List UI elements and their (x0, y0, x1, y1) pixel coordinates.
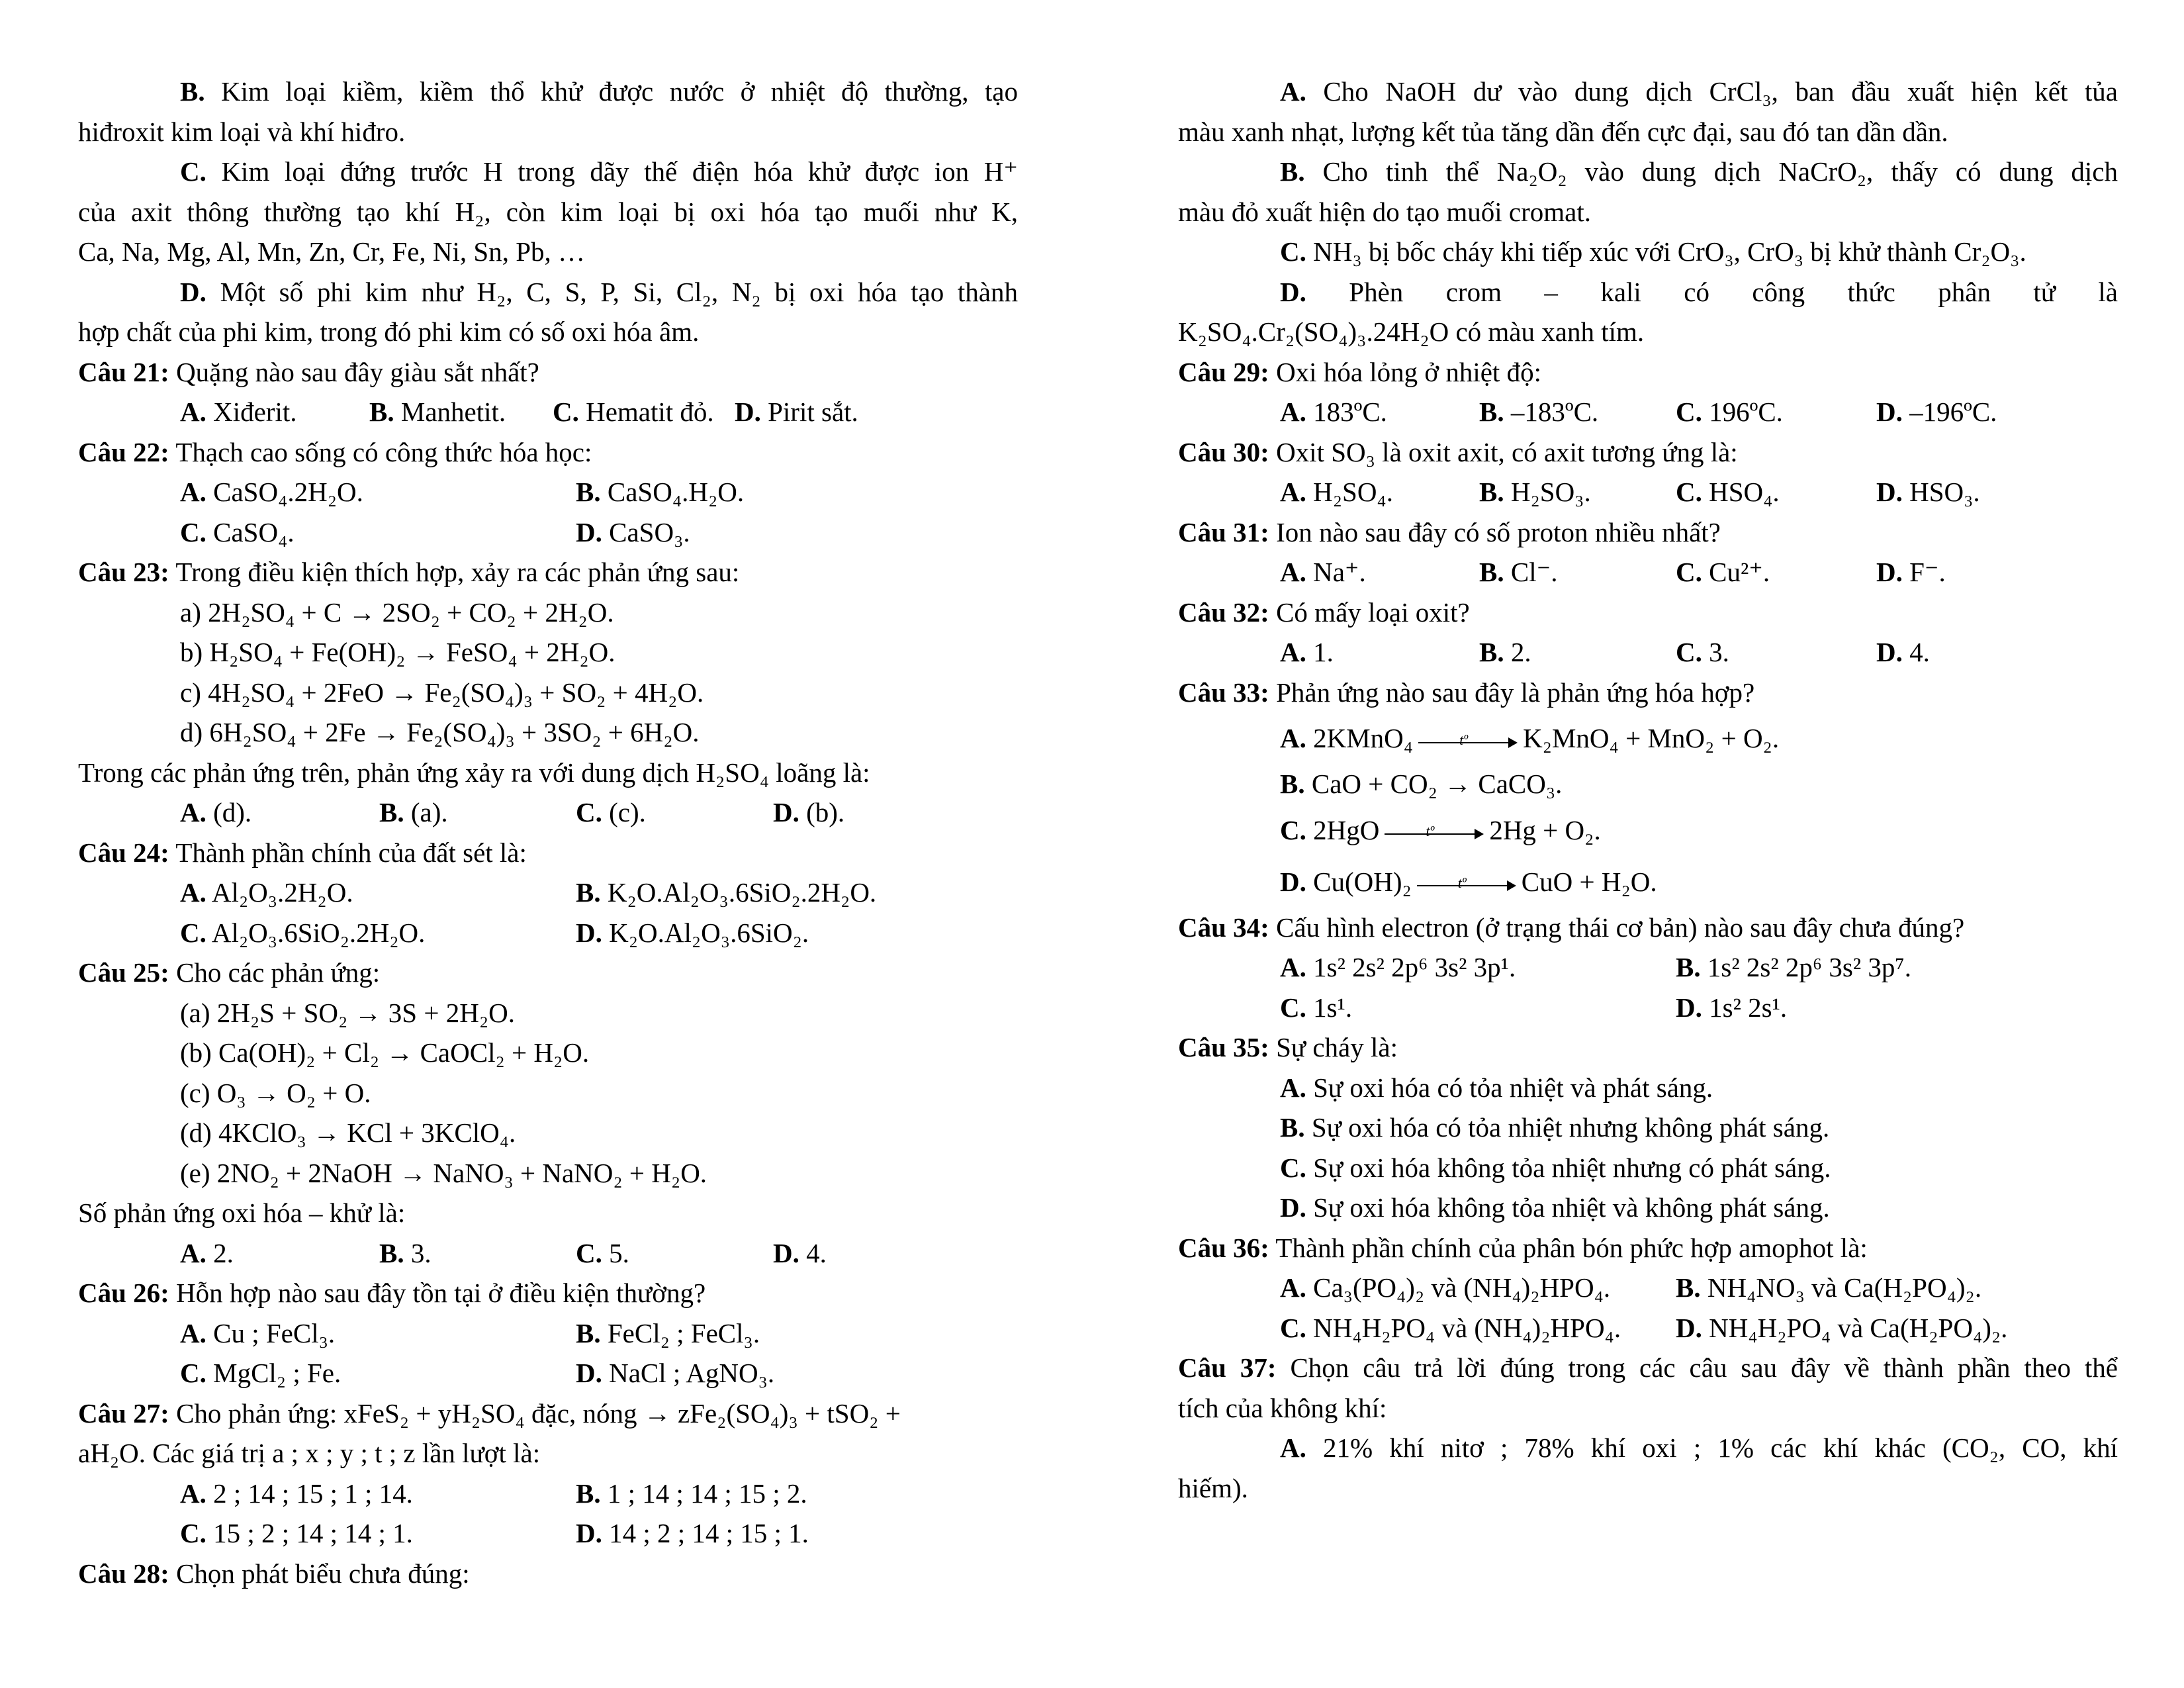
option-d: D. –196ºC. (1876, 397, 1997, 427)
option-a: A. 21% khí nitơ ; 78% khí oxi ; 1% các khí khác (CO₂, CO, khí (1280, 1432, 2118, 1463)
question-31: Câu 31: Ion nào sau đây có số proton nhiều nhất? (1178, 516, 1721, 547)
text-line: B. Cho tinh thể Na₂O₂ vào dung dịch NaCrO₂, thấy có dung dịch (1280, 156, 2118, 187)
options-row (1178, 392, 2118, 432)
option-b: B. 3. (379, 1237, 432, 1268)
option-d: D. HSO₃. (1876, 477, 1980, 507)
option-c: C. Al₂O₃.6SiO₂.2H₂O. (180, 917, 426, 948)
options-row (1178, 988, 2118, 1028)
option-b: B. 2. (1479, 637, 1531, 667)
question-32: Câu 32: Có mấy loại oxit? (1178, 596, 1470, 628)
option-c: C. 15 ; 2 ; 14 ; 14 ; 1. (180, 1518, 413, 1548)
option-b: B. –183ºC. (1479, 397, 1599, 427)
question-29: Câu 29: Oxi hóa lỏng ở nhiệt độ: (1178, 356, 1541, 387)
options-row (1178, 1308, 2118, 1348)
option-a: A. 2 ; 14 ; 15 ; 1 ; 14. (180, 1477, 413, 1509)
options-row (78, 472, 1018, 512)
options-row (1178, 552, 2118, 592)
options-row (1178, 947, 2118, 988)
heat-arrow-icon: tº (1385, 823, 1484, 843)
text-line: Ca, Na, Mg, Al, Mn, Zn, Cr, Fe, Ni, Sn, Pb, … (78, 236, 586, 267)
text-line: Trong các phản ứng trên, phản ứng xảy ra với dung dịch H₂SO₄ loãng là: (78, 757, 870, 788)
option-d: D. (b). (773, 797, 845, 827)
reaction-option-c: C. 2HgO tº 2Hg + O₂. (1280, 814, 1601, 845)
text-line: B. Kim loại kiềm, kiềm thổ khử được nước ở nhiệt độ thường, tạo (180, 76, 1018, 107)
option-c: C. (c). (576, 797, 646, 827)
options-row (78, 792, 1018, 833)
reaction-line: (c) O₃ → O₂ + O. (180, 1077, 371, 1108)
option-b: B. Manhetit. (369, 397, 506, 427)
option-d: D. 4. (1876, 637, 1930, 667)
option-c: C. MgCl₂ ; Fe. (180, 1358, 341, 1388)
option-c: C. 196ºC. (1676, 397, 1783, 427)
question-28: Câu 28: Chọn phát biểu chưa đúng: (78, 1558, 470, 1589)
reaction-line: d) 6H₂SO₄ + 2Fe → Fe₂(SO₄)₃ + 3SO₂ + 6H₂O. (180, 717, 700, 747)
option-d: D. Sự oxi hóa không tỏa nhiệt và không phát sáng. (1280, 1192, 1830, 1223)
option-b: B. NH₄NO₃ và Ca(H₂PO₄)₂. (1676, 1272, 1982, 1303)
option-b: B. FeCl₂ ; FeCl₃. (576, 1317, 760, 1348)
option-a: A. Xiđerit. (180, 397, 297, 427)
option-c: C. Sự oxi hóa không tỏa nhiệt nhưng có phát sáng. (1280, 1152, 1831, 1183)
text-line: Số phản ứng oxi hóa – khử là: (78, 1197, 406, 1228)
text-line: D. Phèn crom – kali có công thức phân tử là (1280, 276, 2118, 307)
option-d: D. 14 ; 2 ; 14 ; 15 ; 1. (576, 1518, 809, 1548)
question-30: Câu 30: Oxit SO₃ là oxit axit, có axit tương ứng là: (1178, 436, 1738, 467)
options-row (1178, 472, 2118, 512)
option-d: D. F⁻. (1876, 557, 1946, 587)
options-row (78, 392, 1018, 432)
reaction-line: a) 2H₂SO₄ + C → 2SO₂ + CO₂ + 2H₂O. (180, 596, 614, 628)
option-c: C. 5. (576, 1237, 629, 1268)
option-b: B. CaSO₄.H₂O. (576, 477, 745, 507)
options-row (78, 1474, 1018, 1514)
option-b: B. Cl⁻. (1479, 557, 1558, 587)
option-b: B. 1 ; 14 ; 14 ; 15 ; 2. (576, 1477, 807, 1509)
option-d: D. NaCl ; AgNO₃. (576, 1358, 775, 1388)
option-a: A. Cu ; FeCl₃. (180, 1317, 336, 1348)
option-a: A. 183ºC. (1280, 397, 1387, 427)
option-d: D. CaSO₃. (576, 516, 690, 547)
option-a: A. CaSO₄.2H₂O. (180, 477, 363, 507)
option-c: C. 1s¹. (1280, 992, 1353, 1023)
option-a: A. Na⁺. (1280, 557, 1366, 587)
options-row (1178, 632, 2118, 673)
option-d: D. K₂O.Al₂O₃.6SiO₂. (576, 917, 809, 948)
text-line: của axit thông thường tạo khí H₂, còn kim loại bị oxi hóa tạo muối như K, (78, 196, 1018, 227)
text-line: hiđroxit kim loại và khí hiđro. (78, 116, 406, 147)
reaction-line: (d) 4KClO₃ → KCl + 3KClO₄. (180, 1117, 516, 1148)
option-a: A. Sự oxi hóa có tỏa nhiệt và phát sáng. (1280, 1072, 1713, 1103)
option-d: D. NH₄H₂PO₄ và Ca(H₂PO₄)₂. (1676, 1312, 2008, 1343)
reaction-line: (b) Ca(OH)₂ + Cl₂ → CaOCl₂ + H₂O. (180, 1037, 590, 1068)
text-line: aH₂O. Các giá trị a ; x ; y ; t ; z lần lượt là: (78, 1438, 541, 1468)
heat-arrow-icon: tº (1417, 874, 1516, 894)
reaction-option-d: D. Cu(OH)₂ tº CuO + H₂O. (1280, 866, 1657, 897)
option-c: C. NH₄H₂PO₄ và (NH₄)₂HPO₄. (1280, 1312, 1621, 1343)
reaction-line: (e) 2NO₂ + 2NaOH → NaNO₃ + NaNO₂ + H₂O. (180, 1157, 707, 1188)
option-a: A. 2. (180, 1237, 234, 1268)
text-line: C. NH₃ bị bốc cháy khi tiếp xúc với CrO₃, CrO₃ bị khử thành Cr₂O₃. (1280, 236, 2026, 267)
question-25: Câu 25: Cho các phản ứng: (78, 957, 381, 988)
option-c: C. Hematit đỏ. (553, 397, 714, 427)
reaction-line: b) H₂SO₄ + Fe(OH)₂ → FeSO₄ + 2H₂O. (180, 637, 615, 667)
question-36: Câu 36: Thành phần chính của phân bón phức hợp amophot là: (1178, 1232, 1868, 1263)
options-row (78, 1353, 1018, 1393)
option-c: C. CaSO₄. (180, 516, 295, 547)
option-c: C. HSO₄. (1676, 477, 1780, 507)
option-b: B. Sự oxi hóa có tỏa nhiệt nhưng không phát sáng. (1280, 1112, 1830, 1143)
text-line: hiếm). (1178, 1472, 1248, 1503)
options-row (78, 1513, 1018, 1554)
text-line: màu đỏ xuất hiện do tạo muối cromat. (1178, 196, 1591, 227)
question-34: Câu 34: Cấu hình electron (ở trạng thái cơ bản) nào sau đây chưa đúng? (1178, 912, 1965, 943)
text-line: D. Một số phi kim như H₂, C, S, P, Si, Cl₂, N₂ bị oxi hóa tạo thành (180, 276, 1019, 307)
question-37: Câu 37: Chọn câu trả lời đúng trong các câu sau đây về thành phần theo thể (1178, 1352, 2118, 1383)
option-b: B. (a). (379, 797, 448, 827)
text-line: màu xanh nhạt, lượng kết tủa tăng dần đến cực đại, sau đó tan dần dần. (1178, 116, 1948, 147)
option-c: C. Cu²⁺. (1676, 557, 1770, 587)
question-22: Câu 22: Thạch cao sống có công thức hóa học: (78, 436, 592, 467)
right-column (1178, 71, 2118, 1508)
text-line: A. Cho NaOH dư vào dung dịch CrCl₃, ban đầu xuất hiện kết tủa (1280, 76, 2118, 107)
heat-arrow-icon: tº (1418, 731, 1518, 751)
option-a: A. 1. (1280, 637, 1334, 667)
question-33: Câu 33: Phản ứng nào sau đây là phản ứng hóa hợp? (1178, 677, 1755, 708)
options-row (78, 1313, 1018, 1354)
options-row (78, 512, 1018, 553)
text-line: hợp chất của phi kim, trong đó phi kim có số oxi hóa âm. (78, 316, 700, 347)
options-row (1178, 1268, 2118, 1308)
question-26: Câu 26: Hỗn hợp nào sau đây tồn tại ở điều kiện thường? (78, 1278, 706, 1308)
options-row (78, 913, 1018, 953)
option-d: D. Pirit sắt. (735, 397, 858, 427)
options-row (78, 1233, 1018, 1274)
option-b: B. 1s² 2s² 2p⁶ 3s² 3p⁷. (1676, 952, 1911, 982)
option-b: B. K₂O.Al₂O₃.6SiO₂.2H₂O. (576, 877, 877, 908)
option-c: C. 3. (1676, 637, 1729, 667)
text-line: C. Kim loại đứng trước H trong dãy thế điện hóa khử được ion H⁺ (180, 156, 1018, 187)
text-line: K₂SO₄.Cr₂(SO₄)₃.24H₂O có màu xanh tím. (1178, 316, 1645, 347)
option-a: A. (d). (180, 797, 252, 827)
text-line: tích của không khí: (1178, 1392, 1387, 1423)
option-a: A. 1s² 2s² 2p⁶ 3s² 3p¹. (1280, 952, 1516, 982)
option-b: B. H₂SO₃. (1479, 477, 1591, 507)
option-d: D. 1s² 2s¹. (1676, 992, 1788, 1023)
question-21: Câu 21: Quặng nào sau đây giàu sắt nhất? (78, 356, 539, 387)
reaction-option-a: A. 2KMnO₄ tº K₂MnO₄ + MnO₂ + O₂. (1280, 723, 1780, 753)
reaction-line: (a) 2H₂S + SO₂ → 3S + 2H₂O. (180, 997, 515, 1028)
option-a: A. Al₂O₃.2H₂O. (180, 877, 353, 908)
reaction-line: c) 4H₂SO₄ + 2FeO → Fe₂(SO₄)₃ + SO₂ + 4H₂O. (180, 677, 704, 708)
question-27: Câu 27: Cho phản ứng: xFeS₂ + yH₂SO₄ đặc, nóng → zFe₂(SO₄)₃ + tSO₂ + (78, 1397, 901, 1429)
question-35: Câu 35: Sự cháy là: (1178, 1032, 1398, 1062)
option-a: A. Ca₃(PO₄)₂ và (NH₄)₂HPO₄. (1280, 1272, 1611, 1303)
question-24: Câu 24: Thành phần chính của đất sét là: (78, 837, 527, 868)
reaction-option-b: B. CaO + CO₂ → CaCO₃. (1280, 769, 1563, 799)
options-row (78, 872, 1018, 913)
option-a: A. H₂SO₄. (1280, 477, 1393, 507)
left-column (78, 71, 1018, 1593)
question-23: Câu 23: Trong điều kiện thích hợp, xảy ra các phản ứng sau: (78, 557, 740, 587)
option-d: D. 4. (773, 1237, 827, 1268)
